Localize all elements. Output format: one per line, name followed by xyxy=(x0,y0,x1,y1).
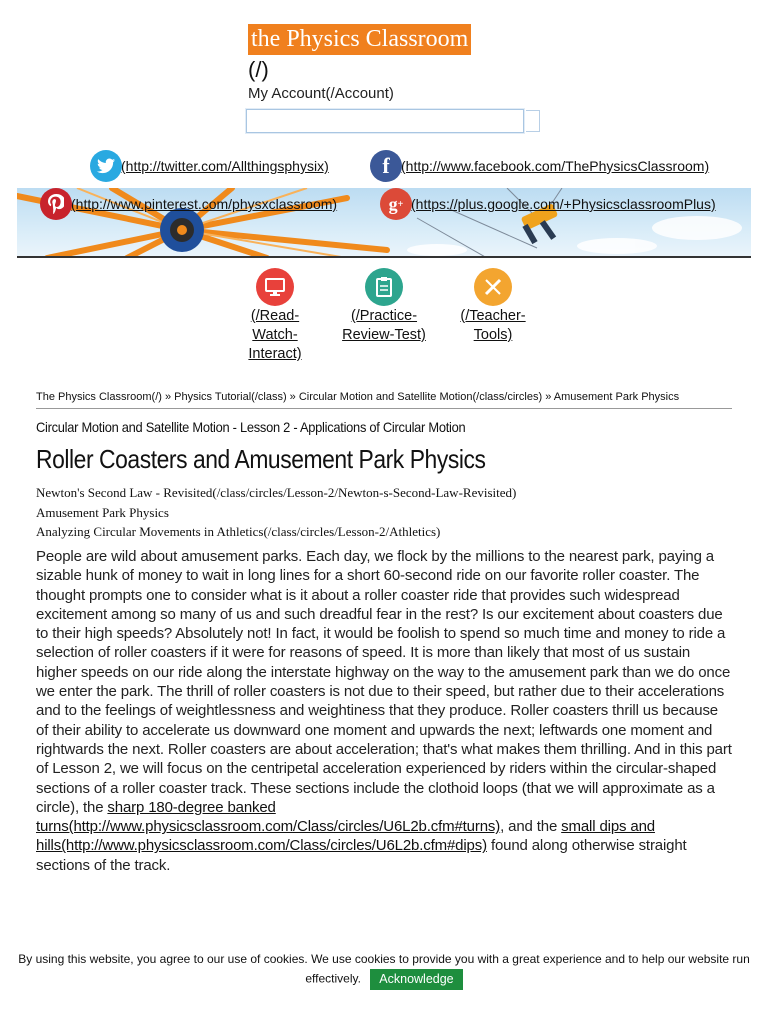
pinterest-link[interactable] xyxy=(40,188,337,220)
dips-hills-link[interactable]: small dips and hills(http://www.physicsclassroom.com/Class/circles/U6L2b.cfm#dips) xyxy=(36,818,655,855)
body-text-1: People are wild about amusement parks. Each day, we flock by the millions to the nearest park, paying a sizable hunk of money to wait in long lines for a short 60-second ride on our favorite roller coaster. The thought prompts one to consider what is it about a roller coaster ride that provides such widespread excitement among so many of us and such dreadful fear in the rest? Is our excitement about coasters due to their high speeds? Absolutely not! In fact, it would be foolish to spend so much time and money to ride a selection of roller coasters if it were for reasons of speed. It is more than likely that most of us sustain higher speeds on our ride along the interstate highway on the way to the amusement park than we do once we enter the park. The thrill of roller coasters is not due to their speed, but rather due to their accelerations and to the feelings of weightlessness and weightiness that they produce. Roller coasters thrill us because of their ability to accelerate us downward one moment and upwards the next; leftwards one moment and rightwards the next. Roller coasters are about acceleration; that's what makes them thrilling. And in this part of Lesson 2, we will focus on the centripetal acceleration experienced by riders within the circular-shaped sections of a roller coaster track. These sections include the clothoid loops (that we will approximate as a circle), the xyxy=(36,548,732,816)
googleplus-icon: g + xyxy=(380,188,412,220)
acknowledge-button[interactable]: Acknowledge xyxy=(370,969,462,990)
nav-label[interactable]: (/Teacher-Tools) xyxy=(460,308,526,343)
my-account-link[interactable]: My Account(/Account) xyxy=(248,85,394,102)
twitter-url[interactable]: (http://twitter.com/Allthingsphysix) xyxy=(121,158,329,174)
site-logo[interactable]: the Physics Classroom xyxy=(248,24,471,55)
pinterest-icon xyxy=(40,188,72,220)
banked-turns-link[interactable]: sharp 180-degree banked turns(http://www.physicsclassroom.com/Class/circles/U6L2b.cfm#turns) xyxy=(36,798,501,836)
body-text-3: found along otherwise straight sections of the track. xyxy=(36,837,687,874)
cookie-banner xyxy=(0,950,768,990)
nav-label[interactable]: (/Practice-Review-Test) xyxy=(342,308,426,343)
body-text-2: , and the xyxy=(500,818,562,836)
nav-practice-review-test[interactable] xyxy=(339,268,429,345)
page-title: Roller Coasters and Amusement Park Physics xyxy=(36,444,486,474)
pencil-ruler-icon xyxy=(474,268,512,306)
twitter-link[interactable] xyxy=(90,150,329,182)
search-button[interactable] xyxy=(526,110,540,132)
googleplus-link[interactable] xyxy=(380,188,716,220)
cookie-text: By using this website, you agree to our use of cookies. We use cookies to provide you with a great experience and to help our website run effectively. xyxy=(18,952,750,986)
related-next-link[interactable]: Analyzing Circular Movements in Athletics(/class/circles/Lesson-2/Athletics) xyxy=(36,524,441,539)
related-current: Amusement Park Physics xyxy=(36,504,169,520)
related-prev-link[interactable]: Newton's Second Law - Revisited(/class/circles/Lesson-2/Newton-s-Second-Law-Revisited) xyxy=(36,485,517,500)
pinterest-url[interactable]: (http://www.pinterest.com/physxclassroom) xyxy=(71,196,338,212)
nav-teacher-tools[interactable] xyxy=(448,268,538,345)
twitter-icon xyxy=(90,150,122,182)
monitor-icon xyxy=(256,268,294,306)
googleplus-url[interactable]: (https://plus.google.com/+PhysicsclassroomPlus) xyxy=(411,196,716,212)
body-paragraph xyxy=(36,547,734,875)
home-link[interactable]: (/) xyxy=(248,57,269,82)
nav-label[interactable]: (/Read-Watch-Interact) xyxy=(248,308,302,362)
facebook-url[interactable]: (http://www.facebook.com/ThePhysicsClassroom) xyxy=(401,158,710,174)
lesson-title: Circular Motion and Satellite Motion - Lesson 2 - Applications of Circular Motion xyxy=(36,419,466,435)
search-input[interactable] xyxy=(246,109,524,133)
clipboard-icon xyxy=(365,268,403,306)
facebook-icon: f xyxy=(370,150,402,182)
breadcrumb[interactable]: The Physics Classroom(/) » Physics Tutorial(/class) » Circular Motion and Satellite Motion(/class/circles) » Amusement Park Physics xyxy=(36,390,732,409)
facebook-link[interactable] xyxy=(370,150,709,182)
nav-read-watch-interact[interactable] xyxy=(230,268,320,364)
related-lessons xyxy=(36,483,516,542)
